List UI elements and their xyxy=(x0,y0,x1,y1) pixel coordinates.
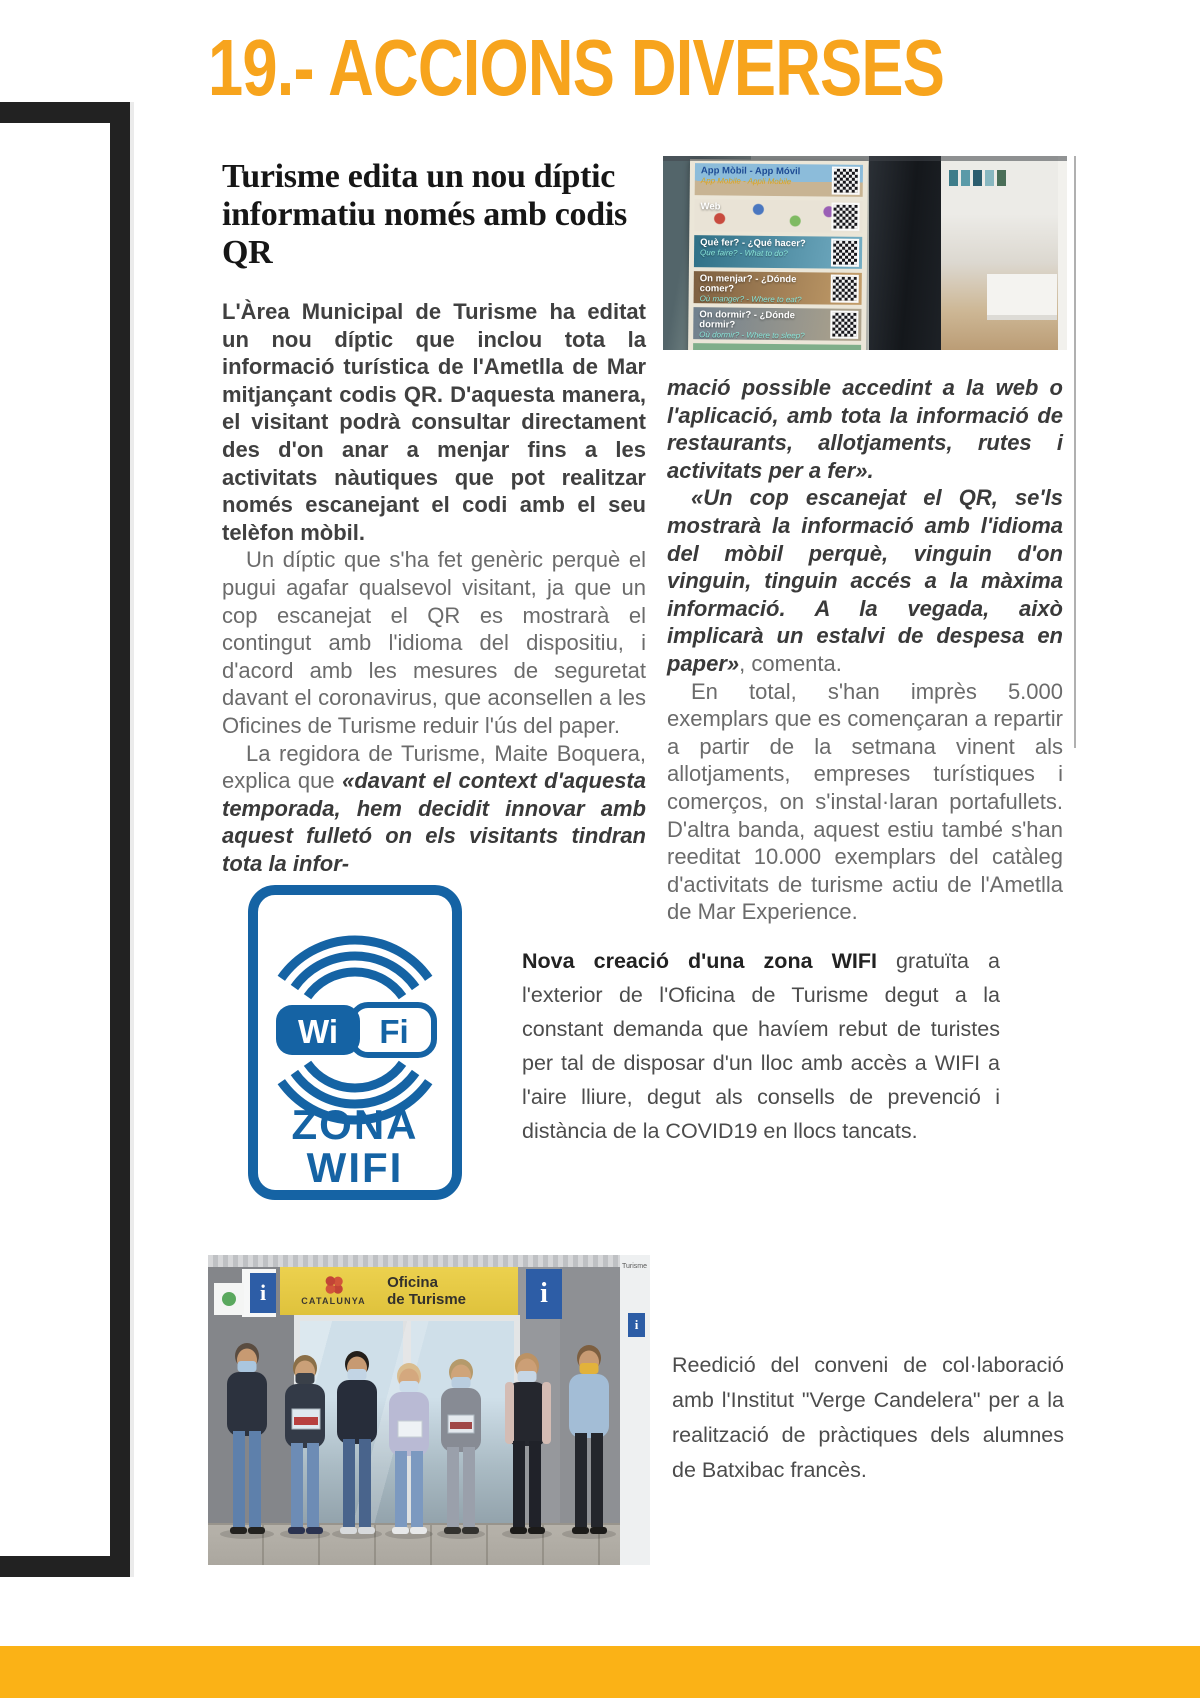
catalunya-logo-icon xyxy=(325,1276,343,1294)
qr-code-icon xyxy=(831,275,859,303)
leaflet-row-app xyxy=(695,163,863,197)
catalunya-block xyxy=(280,1276,387,1306)
brochure xyxy=(973,170,982,186)
leaflet-row-label: Què fer? - ¿Qué hacer? xyxy=(700,237,806,250)
section-title xyxy=(208,23,945,112)
leaflet-row-web xyxy=(694,199,862,233)
person xyxy=(569,1345,609,1534)
leaflet-row-partial xyxy=(693,343,861,350)
quote-attribution: , comenta. xyxy=(739,650,842,676)
leaflet-row-what-to-do xyxy=(694,235,862,269)
section-title-text: 19.- ACCIONS DIVERSES xyxy=(208,23,945,112)
leaflet-row-label: Web xyxy=(700,201,721,213)
leaflet-row-label: On dormir? - ¿Dónde dormir? xyxy=(699,309,796,331)
leaflet-row-sublabel: App Mobile - Appli Mobile xyxy=(700,176,792,187)
article-paragraph: Un díptic que s'ha fet genèric perquè el pugui agafar qualsevol visitant, ja que un cop escanejat el QR es mostrarà el contingut amb l'idioma del dispositiu, i d'acord amb les mesures de seguretat davant el coronavirus, que aconsellen a les Oficines de Turisme reduir l'ús del paper. xyxy=(222,547,646,738)
info-icon: i xyxy=(628,1313,645,1337)
leaflet-row-sublabel: Que faire? - What to do? xyxy=(700,248,788,259)
wifi-zone-paragraph xyxy=(522,944,1000,1148)
wifi-wi-label: Wi xyxy=(297,1013,339,1050)
catalunya-label: CATALUNYA xyxy=(301,1296,366,1306)
office-sign-line1: Oficina xyxy=(387,1274,438,1291)
qr-code-icon xyxy=(831,203,859,231)
article-paragraph xyxy=(667,374,1063,484)
person xyxy=(389,1363,429,1534)
wifi-pill xyxy=(276,1005,434,1055)
footer-bar xyxy=(0,1646,1200,1698)
green-sticker-sign xyxy=(214,1283,244,1315)
wall-pillar xyxy=(1058,156,1067,350)
bracket-bottom-bar xyxy=(0,1556,130,1577)
qr-code-icon xyxy=(832,167,860,195)
paragraph-intro: La regidora de Turisme, Maite Boquera, explica que xyxy=(222,740,646,794)
leaflet-row-where-to-eat xyxy=(694,271,862,305)
tourism-office-photo xyxy=(208,1255,650,1565)
display-stand-panel xyxy=(869,156,941,350)
article-column-left xyxy=(222,158,646,877)
quote-text: mació possible accedint a la web o l'aplicació, amb tota la informació de restaurants, allotjaments, rutes i activitats per a fer». xyxy=(667,375,1063,483)
convention-paragraph: Reedició del conveni de col·laboració amb l'Institut "Verge Candelera" per a la realització de pràctiques dels alumnes de Batxibac francès. xyxy=(672,1353,1064,1482)
office-sign xyxy=(280,1267,518,1315)
leaflet-row-sublabel: Où dormir? - Where to sleep? xyxy=(699,330,805,341)
info-icon: i xyxy=(526,1269,562,1319)
qr-leaflet xyxy=(688,159,868,350)
person xyxy=(285,1355,325,1534)
leaflet-row-sublabel: Où manger? - Where to eat? xyxy=(699,294,802,305)
leaflet-row-label: App Mòbil - App Móvil xyxy=(700,165,801,178)
person xyxy=(441,1359,481,1534)
office-sign-title xyxy=(387,1274,518,1308)
article-paragraph xyxy=(667,484,1063,677)
brochure xyxy=(961,170,970,186)
wifi-zone-sign-graphic xyxy=(248,885,462,1200)
leaflet-row-where-to-sleep xyxy=(693,307,861,341)
qr-leaflet-photo xyxy=(663,156,1067,350)
article-paragraph xyxy=(222,740,646,878)
wifi-paragraph-rest: gratuïta a l'exterior de l'Oficina de Turisme degut a la constant demanda que havíem rebut de turistes per tal de disposar d'un lloc amb accès a WIFI a l'aire lliure, degut als consells de prevenció i distància de la COVID19 en llocs tancats. xyxy=(522,949,1000,1143)
article-paragraph-lead: L'Àrea Municipal de Turisme ha editat un nou díptic que inclou tota la informació turística de l'Ametlla de Mar mitjançant codis QR. D'aquesta manera, el visitant podrà consultar directament des d'on anar a menjar fins a les activitats nàutiques que pot realitzar només escanejant el codi amb el seu telèfon mòbil. xyxy=(222,299,646,545)
wifi-label: WIFI xyxy=(306,1144,404,1191)
wifi-paragraph-lead: Nova creació d'una zona WIFI xyxy=(522,949,877,973)
info-icon: i xyxy=(250,1273,276,1313)
brochure-shelf xyxy=(949,170,1006,186)
office-counter xyxy=(987,274,1057,320)
article-column-right xyxy=(667,156,1063,926)
group-photo-people xyxy=(208,1333,650,1545)
brochure xyxy=(949,170,958,186)
qr-code-icon xyxy=(831,239,859,267)
office-interior xyxy=(941,156,1067,350)
person xyxy=(227,1343,267,1534)
zona-label: ZONA xyxy=(291,1101,419,1148)
office-sign-line2: de Turisme xyxy=(387,1291,467,1308)
wifi-fi-label: Fi xyxy=(379,1013,409,1050)
person xyxy=(505,1353,551,1534)
bracket-vertical-bar xyxy=(110,102,130,1577)
wifi-zone-sign xyxy=(248,885,462,1200)
building-fascia xyxy=(208,1255,650,1267)
article-paragraph: En total, s'han imprès 5.000 exemplars que es començaran a repartir a partir de la setmana vinent als allotjaments, empreses turístiques i comerços, on s'instal·laran portafullets. D'altra banda, aquest estiu també s'han reeditat 10.000 exemplars del catàleg d'activitats de turisme actiu de l'Ametlla de Mar Experience. xyxy=(667,678,1063,925)
brochure xyxy=(985,170,994,186)
quote-text: «davant el context d'aquesta temporada, hem decidit innovar amb aquest fulletó on els visitants tindran tota la infor- xyxy=(222,768,646,876)
qr-code-icon xyxy=(830,311,858,339)
quote-text: «Un cop escanejat el QR, se'ls mostrarà la informació amb l'idioma del mòbil perquè, vinguin d'on vinguin, tinguin accés a la màxima informació. A la vegada, això implicarà un estalvi de despesa en paper» xyxy=(667,485,1063,676)
leaflet-row-label: On menjar? - ¿Dónde comer? xyxy=(699,273,797,295)
pillar-label: Turisme xyxy=(621,1263,647,1270)
article-headline: Turisme edita un nou díptic informatiu només amb codis QR xyxy=(222,158,627,271)
person xyxy=(337,1351,377,1534)
brochure xyxy=(997,170,1006,186)
column-rule xyxy=(1074,156,1076,748)
